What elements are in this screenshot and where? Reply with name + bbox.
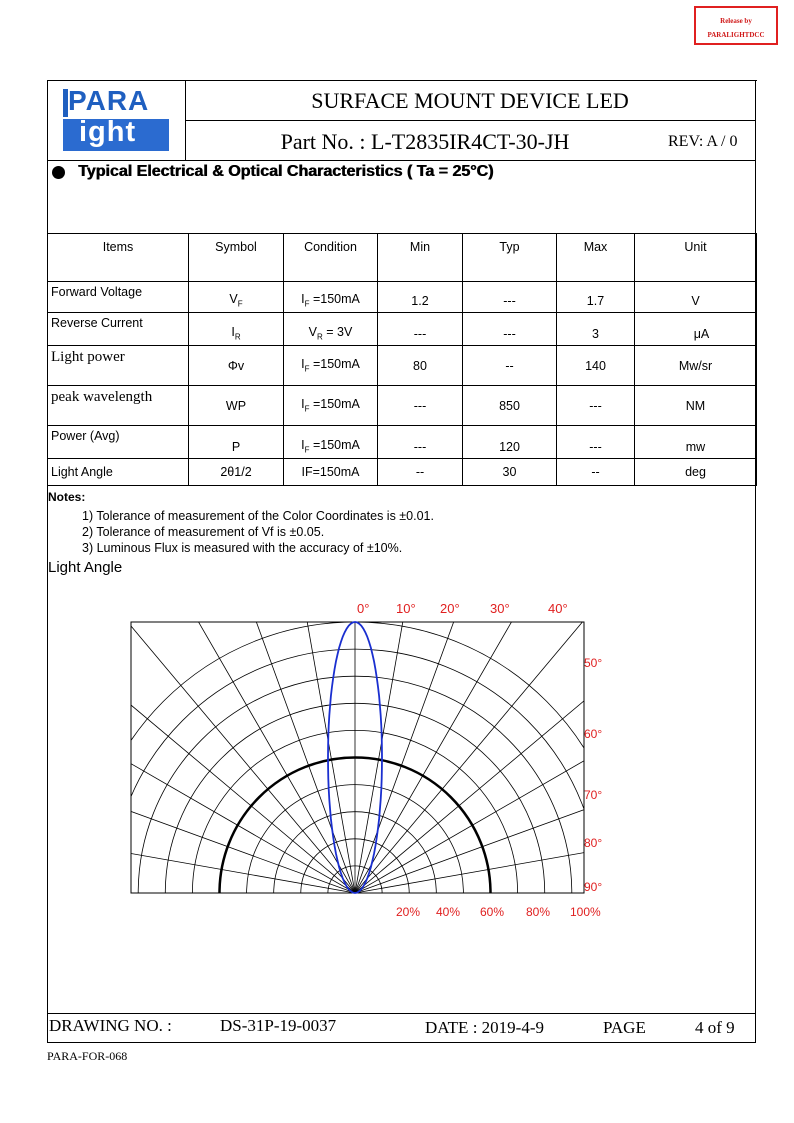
grid-radial-line	[355, 595, 594, 893]
min-value: 80	[413, 359, 427, 373]
unit: deg	[685, 465, 706, 479]
revision: REV: A / 0	[668, 133, 738, 150]
symbol: $V_F$	[229, 291, 243, 308]
release-stamp	[694, 6, 778, 45]
document-title: SURFACE MOUNT DEVICE LED	[311, 88, 629, 113]
unit: mw	[685, 440, 706, 454]
page-number: 4 of 9	[695, 1018, 735, 1037]
grid-radial-line	[130, 595, 355, 893]
angle-label: 40°	[548, 601, 568, 616]
min-value: --	[415, 465, 425, 479]
max-value: --	[591, 465, 600, 479]
section-heading: Typical Electrical & Optical Characteristics ( Ta = 25°C)	[78, 163, 494, 180]
typ-value: --	[505, 359, 514, 373]
notes-title: Notes:	[48, 490, 86, 504]
max-value: ---	[589, 399, 602, 413]
table-header-row	[48, 234, 757, 282]
condition: $I_F =150mA$	[301, 437, 360, 454]
grid-radial-line	[130, 595, 355, 893]
stamp-line-1: Release by	[720, 17, 752, 25]
header-max: Max	[557, 234, 635, 282]
radial-label: 100%	[570, 905, 601, 919]
header-bottom-line	[47, 160, 756, 161]
note-item: 1) Tolerance of measurement of the Color Coordinates is ±0.01.	[82, 509, 434, 523]
header-min: Min	[378, 234, 463, 282]
grid-radial-line	[355, 654, 610, 893]
header-symbol: Symbol	[189, 234, 284, 282]
grid-radial-line	[355, 595, 477, 893]
radial-label: 40%	[436, 905, 461, 919]
angle-label: 70°	[584, 788, 603, 802]
part-number: Part No. : L-T2835IR4CT-30-JH	[280, 129, 570, 154]
condition: IF=150mA	[301, 465, 360, 479]
table-row	[48, 386, 757, 426]
grid-radial-line	[130, 595, 355, 893]
min-value: 1.2	[411, 294, 429, 308]
radial-label: 80%	[526, 905, 551, 919]
table-row	[48, 282, 757, 313]
header-items: Items	[48, 234, 189, 282]
grid-radial-line	[130, 595, 355, 893]
condition: $V_R = 3V$	[308, 324, 353, 341]
symbol: WP	[225, 399, 247, 413]
table-row	[48, 346, 757, 386]
footer-top-line	[47, 1013, 756, 1014]
item-label: Power (Avg)	[51, 429, 120, 443]
note-item: 2) Tolerance of measurement of Vf is ±0.05.	[82, 525, 325, 539]
bullet-icon	[52, 166, 65, 179]
drawing-no-label: DRAWING NO. :	[49, 1016, 172, 1035]
grid-radial-line	[233, 595, 355, 893]
radial-label: 60%	[480, 905, 505, 919]
header-condition: Condition	[284, 234, 378, 282]
drawing-number: DS-31P-19-0037	[220, 1016, 337, 1035]
angle-label: 30°	[490, 601, 510, 616]
symbol: $I_R$	[231, 324, 241, 341]
angle-label: 60°	[584, 727, 603, 741]
min-value: ---	[413, 399, 427, 413]
unit: V	[691, 294, 700, 308]
typ-value: 850	[499, 399, 520, 413]
header-unit: Unit	[635, 234, 757, 282]
symbol: Φv	[227, 359, 245, 373]
max-value: 140	[585, 359, 606, 373]
condition: $I_F =150mA$	[301, 356, 360, 373]
symbol: P	[231, 440, 241, 454]
max-value: 3	[592, 327, 599, 341]
unit: NM	[685, 399, 706, 413]
light-angle-label: Light Angle	[48, 559, 123, 576]
table-row	[48, 313, 757, 346]
condition: $I_F =150mA$	[301, 291, 360, 308]
typ-value: ---	[503, 294, 516, 308]
angle-label: 10°	[396, 601, 416, 616]
frame-top-line	[47, 80, 757, 81]
typ-value: 120	[499, 440, 520, 454]
angle-label: 80°	[584, 836, 603, 850]
header-divider	[185, 120, 756, 121]
grid-radial-line	[130, 595, 355, 893]
angle-label: 0°	[357, 601, 370, 616]
angle-label: 90°	[584, 880, 603, 894]
table-row	[48, 426, 757, 459]
unit: μA	[693, 327, 710, 341]
characteristics-table	[47, 233, 757, 486]
unit: Mw/sr	[678, 359, 713, 373]
grid-radial-line	[355, 771, 610, 893]
page-label: PAGE	[603, 1018, 646, 1037]
item-label: Light power	[51, 349, 125, 365]
condition: $I_F =150mA$	[301, 396, 360, 413]
header-typ: Typ	[463, 234, 557, 282]
note-item: 3) Luminous Flux is measured with the accuracy of ±10%.	[82, 541, 403, 555]
symbol: 2θ1/2	[220, 465, 252, 479]
stamp-line-2: PARALIGHTDCC	[707, 31, 765, 39]
angle-label: 50°	[584, 656, 603, 670]
item-label: Reverse Current	[51, 316, 143, 330]
date: DATE : 2019-4-9	[425, 1018, 544, 1037]
item-label: Forward Voltage	[51, 285, 143, 299]
max-value: ---	[589, 440, 602, 454]
grid-circle	[130, 622, 610, 925]
radiation-pattern-chart	[130, 595, 610, 925]
paralight-logo: PARA ight	[63, 89, 169, 151]
grid-radial-line	[130, 654, 355, 893]
item-label: Light Angle	[51, 465, 113, 479]
typ-value: 30	[502, 465, 517, 479]
table-row	[48, 459, 757, 486]
typ-value: ---	[503, 327, 516, 341]
form-number: PARA-FOR-068	[47, 1049, 128, 1063]
max-value: 1.7	[586, 294, 605, 308]
radial-label: 20%	[396, 905, 421, 919]
min-value: ---	[413, 440, 427, 454]
item-label: peak wavelength	[51, 389, 153, 405]
angle-label: 20°	[440, 601, 460, 616]
min-value: ---	[413, 327, 427, 341]
